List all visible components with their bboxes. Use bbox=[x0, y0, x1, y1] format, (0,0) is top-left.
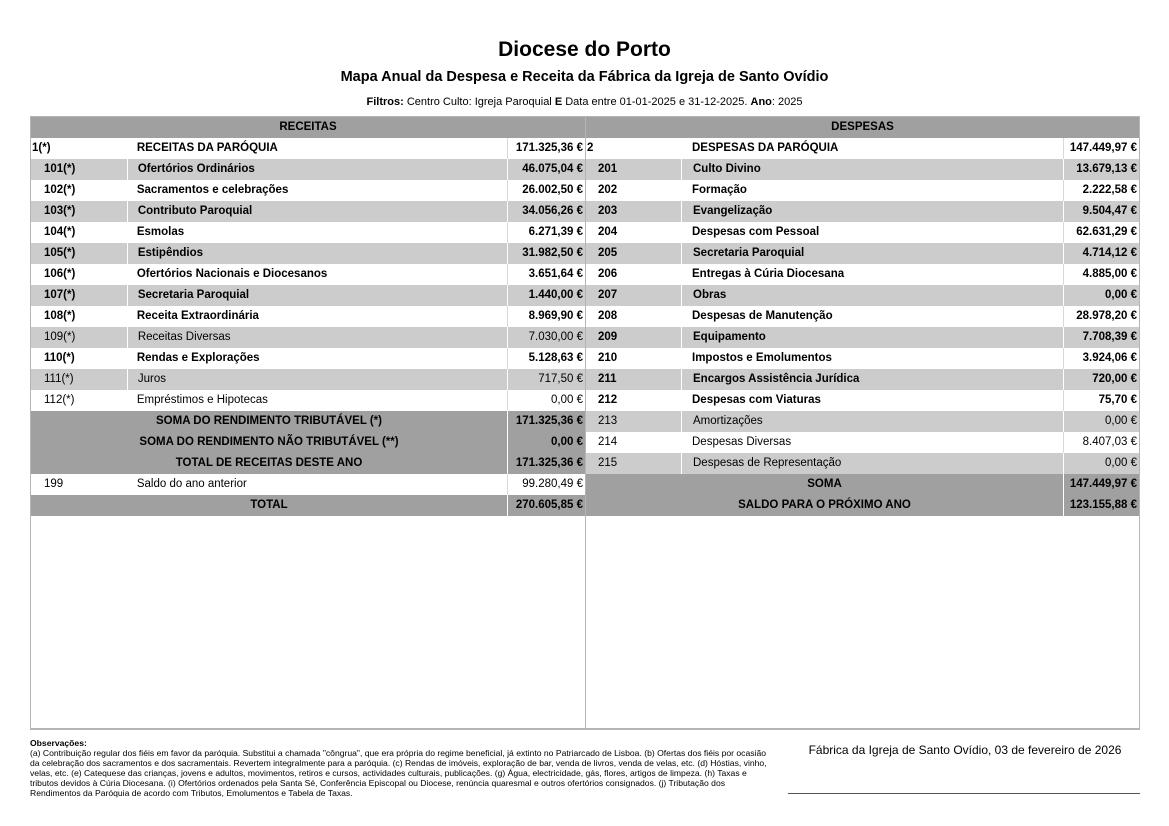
receitas-item-row bbox=[31, 285, 585, 306]
row-code: 211 bbox=[598, 373, 617, 385]
row-desc: Despesas de Manutenção bbox=[692, 310, 833, 322]
row-code: 199 bbox=[44, 478, 64, 490]
signature-line bbox=[788, 793, 1140, 794]
row-desc: RECEITAS DA PARÓQUIA bbox=[136, 142, 278, 154]
row-value: 720,00 € bbox=[1063, 369, 1139, 390]
row-code: 111(*) bbox=[44, 373, 74, 385]
row-desc: Culto Divino bbox=[681, 159, 1063, 180]
receitas-items bbox=[31, 159, 585, 411]
row-code: 105(*) bbox=[44, 247, 76, 259]
receitas-item-row bbox=[31, 369, 585, 390]
row-value: 13.679,13 € bbox=[1063, 159, 1139, 180]
despesas-item-row bbox=[586, 222, 1139, 243]
row-label: SOMA DO RENDIMENTO TRIBUTÁVEL (*) bbox=[156, 415, 382, 427]
filters-line bbox=[0, 96, 1169, 108]
despesas-item-row bbox=[586, 285, 1139, 306]
filters-and: E bbox=[554, 96, 563, 108]
row-value: 147.449,97 € bbox=[1063, 138, 1139, 159]
row-value: 34.056,26 € bbox=[507, 201, 585, 222]
despesas-item-row bbox=[586, 390, 1139, 411]
row-value: 9.504,47 € bbox=[1063, 201, 1139, 222]
row-code: 205 bbox=[598, 247, 618, 259]
row-code: 206 bbox=[598, 268, 618, 280]
row-desc: Rendas e Explorações bbox=[136, 352, 260, 364]
row-code: 214 bbox=[598, 436, 618, 448]
row-desc: Evangelização bbox=[681, 201, 1063, 222]
row-code: 108(*) bbox=[44, 310, 76, 322]
row-value: 8.407,03 € bbox=[1063, 432, 1139, 453]
despesas-item-row bbox=[586, 327, 1139, 348]
receitas-item-row bbox=[31, 348, 585, 369]
row-value: 123.155,88 € bbox=[1063, 495, 1139, 516]
row-code: 101(*) bbox=[44, 163, 76, 175]
row-value: 0,00 € bbox=[507, 432, 585, 453]
despesas-column bbox=[586, 117, 1139, 728]
filters-text-1: Centro Culto: Igreja Paroquial bbox=[403, 96, 555, 108]
row-desc: Receitas Diversas bbox=[127, 327, 507, 348]
total-receitas-ano-row bbox=[31, 453, 585, 474]
row-desc: Impostos e Emolumentos bbox=[692, 352, 832, 364]
row-label: SOMA DO RENDIMENTO NÃO TRIBUTÁVEL (**) bbox=[139, 436, 399, 448]
row-value: 171.325,36 € bbox=[507, 138, 585, 159]
row-value: 0,00 € bbox=[507, 390, 585, 411]
saldo-proximo-row bbox=[586, 495, 1139, 516]
row-code: 1(*) bbox=[32, 142, 51, 154]
despesas-item-row bbox=[586, 453, 1139, 474]
row-desc: Despesas Diversas bbox=[692, 436, 792, 448]
despesas-item-row bbox=[586, 264, 1139, 285]
row-value: 5.128,63 € bbox=[507, 348, 585, 369]
row-value: 75,70 € bbox=[1063, 390, 1139, 411]
despesas-item-row bbox=[586, 369, 1139, 390]
row-value: 171.325,36 € bbox=[507, 453, 585, 474]
receitas-item-row bbox=[31, 390, 585, 411]
row-code: 106(*) bbox=[44, 268, 76, 280]
receitas-item-row bbox=[31, 159, 585, 180]
report-table bbox=[30, 116, 1140, 730]
row-code: 208 bbox=[598, 310, 618, 322]
row-desc: Empréstimos e Hipotecas bbox=[136, 394, 268, 406]
row-code: 201 bbox=[598, 163, 618, 175]
despesas-item-row bbox=[586, 411, 1139, 432]
row-value: 46.075,04 € bbox=[507, 159, 585, 180]
row-value: 171.325,36 € bbox=[507, 411, 585, 432]
row-desc: Equipamento bbox=[681, 327, 1063, 348]
despesas-item-row bbox=[586, 180, 1139, 201]
row-value: 4.714,12 € bbox=[1063, 243, 1139, 264]
soma-tributavel-row bbox=[31, 411, 585, 432]
soma-row bbox=[586, 474, 1139, 495]
despesas-item-row bbox=[586, 432, 1139, 453]
row-code: 204 bbox=[598, 226, 618, 238]
receitas-item-row bbox=[31, 243, 585, 264]
row-code: 202 bbox=[598, 184, 618, 196]
row-code: 212 bbox=[598, 394, 618, 406]
row-desc: Esmolas bbox=[136, 226, 185, 238]
despesas-items bbox=[586, 159, 1139, 474]
row-value: 28.978,20 € bbox=[1063, 306, 1139, 327]
row-value: 147.449,97 € bbox=[1063, 474, 1139, 495]
row-value: 270.605,85 € bbox=[507, 495, 585, 516]
soma-nao-tributavel-row bbox=[31, 432, 585, 453]
row-code: 103(*) bbox=[44, 205, 76, 217]
row-code: 110(*) bbox=[44, 352, 75, 364]
row-desc: Entregas à Cúria Diocesana bbox=[692, 268, 845, 280]
row-desc: Receita Extraordinária bbox=[136, 310, 259, 322]
row-value: 6.271,39 € bbox=[507, 222, 585, 243]
year-label: Ano bbox=[750, 96, 772, 108]
row-label: TOTAL DE RECEITAS DESTE ANO bbox=[175, 457, 363, 469]
row-code: 215 bbox=[598, 457, 618, 469]
observations-text: (a) Contribuição regular dos fiéis em favor da paróquia. Substitui a chamada "côngrua", que era própria do regime beneficial, já extinto no Patriarcado de Lisboa. (b) Ofertas dos fiéis por ocasião da celebração dos sacramentos e dos sacramentais. Revertem integralmente para a paróquia. (c) Rendas de imóveis, exploração de bar, venda de livros, venda de velas, etc. (d) Hóstias, vinho, velas, etc. (e) Catequese das crianças, jovens e adultos, movimentos, retiros e cursos, actividades culturais, publicações. (g) Água, electricidade, gás, flores, artigos de limpeza. (h) Taxas e tributos devidos à Cúria Diocesana. (i) Ofertórios ordenados pela Santa Sé, Conferência Episcopal ou Diocese, renúncia quaresmal e outros ofertórios consignados. (j) Tributação dos Rendimentos da Paróquia de acordo com Tributos, Emolumentos e Tabela de Taxas. bbox=[30, 748, 767, 798]
row-desc: DESPESAS DA PARÓQUIA bbox=[692, 142, 839, 154]
despesas-heading: DESPESAS bbox=[586, 117, 1139, 138]
row-value: 26.002,50 € bbox=[507, 180, 585, 201]
row-value: 0,00 € bbox=[1063, 453, 1139, 474]
row-desc: Amortizações bbox=[681, 411, 1063, 432]
row-value: 4.885,00 € bbox=[1063, 264, 1139, 285]
report-subtitle: Mapa Anual da Despesa e Receita da Fábrica da Igreja de Santo Ovídio bbox=[340, 69, 829, 85]
receitas-top-row bbox=[31, 138, 585, 159]
despesas-item-row bbox=[586, 201, 1139, 222]
row-desc: Secretaria Paroquial bbox=[681, 243, 1063, 264]
row-code: 109(*) bbox=[44, 331, 76, 343]
row-value: 3.924,06 € bbox=[1063, 348, 1139, 369]
row-code: 112(*) bbox=[44, 394, 75, 406]
row-value: 0,00 € bbox=[1063, 411, 1139, 432]
receitas-item-row bbox=[31, 201, 585, 222]
row-value: 0,00 € bbox=[1063, 285, 1139, 306]
row-value: 8.969,90 € bbox=[507, 306, 585, 327]
row-desc: Secretaria Paroquial bbox=[127, 285, 507, 306]
row-desc: Ofertórios Ordinários bbox=[127, 159, 507, 180]
row-desc: Despesas com Viaturas bbox=[692, 394, 821, 406]
row-desc: Formação bbox=[692, 184, 747, 196]
row-value: 7.708,39 € bbox=[1063, 327, 1139, 348]
row-value: 717,50 € bbox=[507, 369, 585, 390]
despesas-item-row bbox=[586, 306, 1139, 327]
row-label: SOMA bbox=[807, 478, 842, 490]
filters-text-2: Data entre 01-01-2025 e 31-12-2025. bbox=[562, 96, 751, 108]
row-code: 213 bbox=[598, 415, 618, 427]
row-desc: Obras bbox=[681, 285, 1063, 306]
row-value: 62.631,29 € bbox=[1063, 222, 1139, 243]
row-code: 210 bbox=[598, 352, 618, 364]
receitas-item-row bbox=[31, 306, 585, 327]
receitas-item-row bbox=[31, 264, 585, 285]
filters-label: Filtros: bbox=[366, 96, 404, 108]
receitas-item-row bbox=[31, 222, 585, 243]
report-title: Diocese do Porto bbox=[498, 38, 671, 61]
receitas-heading: RECEITAS bbox=[31, 117, 585, 138]
row-code: 207 bbox=[598, 289, 618, 301]
row-value: 1.440,00 € bbox=[507, 285, 585, 306]
row-code: 102(*) bbox=[44, 184, 76, 196]
row-code: 107(*) bbox=[44, 289, 76, 301]
row-value: 2.222,58 € bbox=[1063, 180, 1139, 201]
despesas-item-row bbox=[586, 243, 1139, 264]
row-desc: Ofertórios Nacionais e Diocesanos bbox=[136, 268, 328, 280]
despesas-item-row bbox=[586, 348, 1139, 369]
row-code: 203 bbox=[598, 205, 618, 217]
row-desc: Estipêndios bbox=[127, 243, 507, 264]
observations bbox=[30, 738, 770, 798]
signature-place-date: Fábrica da Igreja de Santo Ovídio, 03 de fevereiro de 2026 bbox=[808, 743, 1122, 757]
row-desc: Despesas com Pessoal bbox=[692, 226, 820, 238]
row-desc: Contributo Paroquial bbox=[127, 201, 507, 222]
row-label: TOTAL bbox=[250, 499, 288, 511]
receitas-item-row bbox=[31, 180, 585, 201]
year-value: : 2025 bbox=[771, 96, 803, 108]
row-desc: Despesas de Representação bbox=[681, 453, 1063, 474]
total-row bbox=[31, 495, 585, 516]
row-desc: Sacramentos e celebrações bbox=[136, 184, 289, 196]
row-code: 104(*) bbox=[44, 226, 76, 238]
row-label: SALDO PARA O PRÓXIMO ANO bbox=[738, 499, 911, 511]
row-desc: Encargos Assistência Jurídica bbox=[681, 369, 1063, 390]
despesas-top-row bbox=[586, 138, 1139, 159]
row-desc: Juros bbox=[127, 369, 507, 390]
receitas-item-row bbox=[31, 327, 585, 348]
row-code: 209 bbox=[598, 331, 618, 343]
despesas-item-row bbox=[586, 159, 1139, 180]
row-value: 31.982,50 € bbox=[507, 243, 585, 264]
row-desc: Saldo do ano anterior bbox=[136, 478, 247, 490]
row-value: 7.030,00 € bbox=[507, 327, 585, 348]
saldo-anterior-row bbox=[31, 474, 585, 495]
observations-title: Observações: bbox=[30, 738, 87, 748]
receitas-column bbox=[31, 117, 586, 728]
row-code: 2 bbox=[587, 142, 594, 154]
row-value: 3.651,64 € bbox=[507, 264, 585, 285]
row-value: 99.280,49 € bbox=[507, 474, 585, 495]
